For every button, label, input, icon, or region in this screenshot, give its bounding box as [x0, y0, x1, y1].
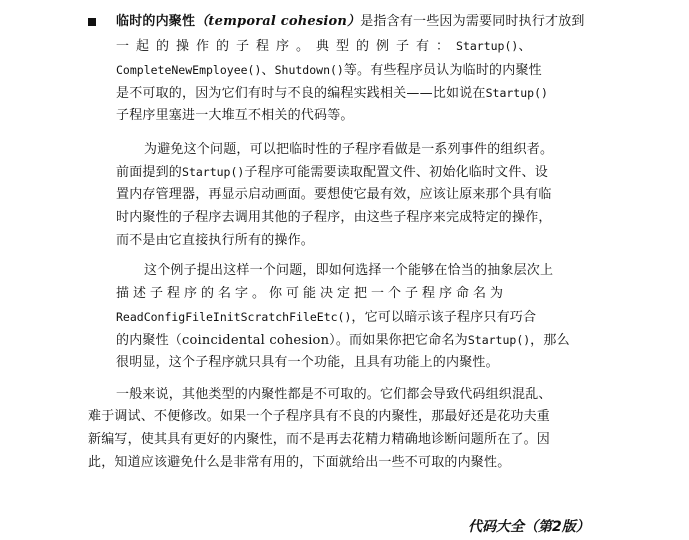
para2-line-3: ReadConfigFileInitScratchFileEtc()，它可以暗示该子程序只有巧合	[116, 310, 537, 325]
bullet-line-2: 一起的操作的子程序。典型的例子有：Startup()、	[116, 39, 532, 54]
code-startup: Startup()	[467, 333, 531, 347]
book-title-footer: 代码大全（第2版）	[468, 519, 590, 535]
para1-line-5: 而不是由它直接执行所有的操作。	[116, 233, 315, 248]
para2-line-5: 很明显，这个子程序就只具有一个功能，且具有功能上的内聚性。	[116, 355, 499, 370]
para3-line-4: 此，知道应该避免什么是非常有用的，下面就给出一些不可取的内聚性。	[88, 455, 511, 470]
code-read-config-file: ReadConfigFileInitScratchFileEtc()	[116, 310, 352, 324]
bullet-square-icon	[88, 18, 96, 26]
para1-line-2: 前面提到的Startup()子程序可能需要读取配置文件、初始化临时文件、设	[116, 165, 548, 180]
code-startup: Startup()	[456, 39, 519, 53]
code-shutdown: Shutdown()	[274, 63, 344, 77]
term-temporal-cohesion: 临时的内聚性	[116, 14, 196, 29]
para3-line-2: 难于调试、不便修改。如果一个子程序具有不良的内聚性，那最好还是花功夫重	[88, 409, 551, 424]
term-coincidental-cohesion: coincidental cohesion	[182, 333, 330, 348]
para2-line-2: 描述子程序的名字。你可能决定把一个子程序命名为	[116, 286, 508, 301]
code-startup: Startup()	[485, 86, 548, 100]
para3-line-3: 新编写，使其具有更好的内聚性，而不是再去花精力精确地诊断问题所在了。因	[88, 432, 551, 447]
para1-line-4: 时内聚性的子程序去调用其他的子程序，由这些子程序来完成特定的操作，	[116, 210, 552, 225]
bullet-line-5: 子程序里塞进一大堆互不相关的代码等。	[116, 108, 354, 123]
code-startup: Startup()	[182, 165, 245, 179]
para2-line-1: 这个例子提出这样一个问题，即如何选择一个能够在恰当的抽象层次上	[144, 263, 554, 278]
para1-line-1: 为避免这个问题，可以把临时性的子程序看做是一系列事件的组织者。	[144, 142, 554, 157]
para3-line-1: 一般来说，其他类型的内聚性都是不可取的。它们都会导致代码组织混乱、	[116, 387, 552, 402]
code-complete-new-employee: CompleteNewEmployee()	[116, 63, 262, 77]
bullet-line-4: 是不可取的，因为它们有时与不良的编程实践相关——比如说在Startup()	[116, 86, 548, 101]
bullet-line-1: 临时的内聚性（temporal cohesion）是指含有一些因为需要同时执行才放到	[116, 14, 585, 29]
para1-line-3: 置内存管理器，再显示启动画面。要想使它最有效，应该让原来那个具有临	[116, 187, 552, 202]
para2-line-4: 的内聚性（coincidental cohesion）。而如果你把它命名为Startup()，那么	[116, 333, 570, 348]
bullet-line-3: CompleteNewEmployee()、Shutdown()等。有些程序员认为临时的内聚性	[116, 63, 542, 78]
term-temporal-cohesion-en: （temporal cohesion）	[195, 14, 361, 29]
